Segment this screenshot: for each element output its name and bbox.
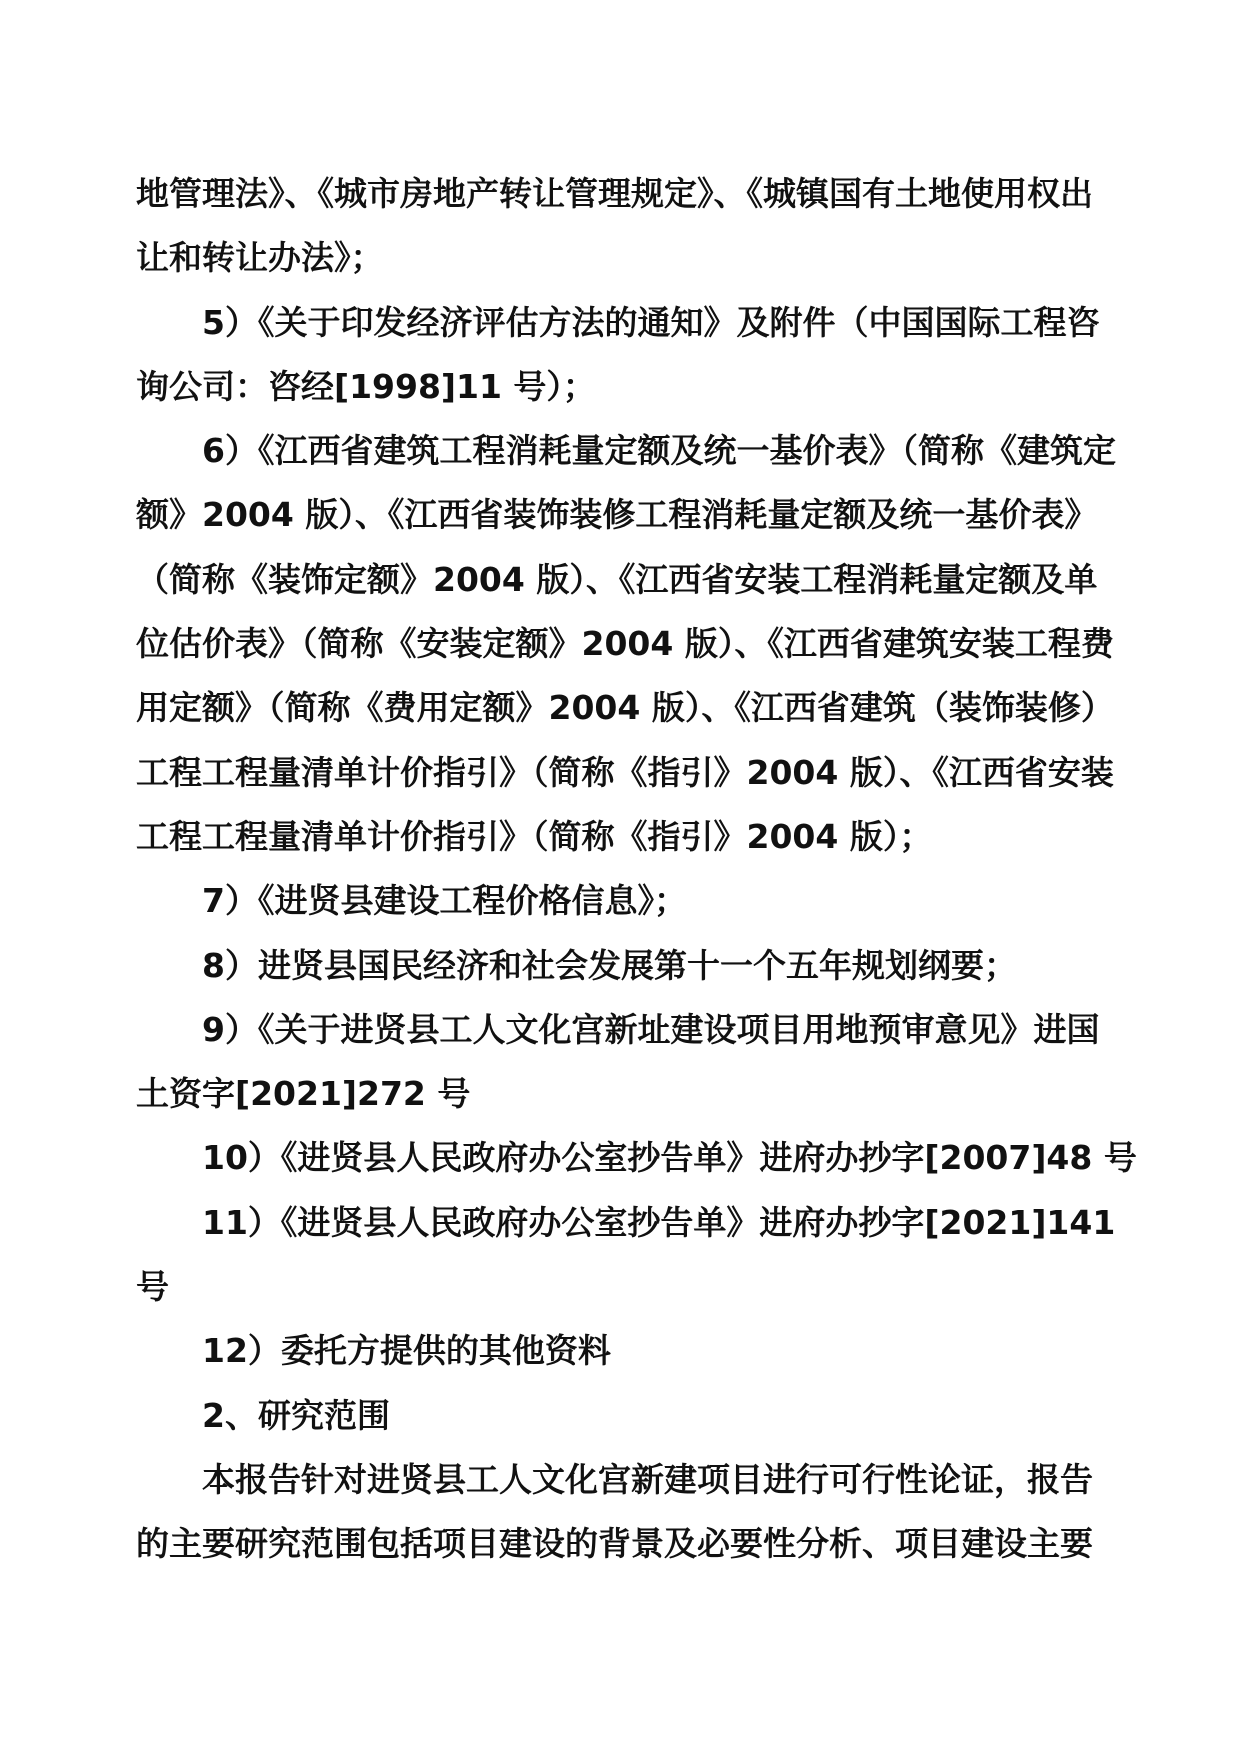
text-line: 10）《进贤县人民政府办公室抄告单》进府办抄字[2007]48 号 (202, 1138, 1137, 1178)
text-line: 地管理法》、《城市房地产转让管理规定》、《城镇国有土地使用权出 (136, 174, 1093, 213)
text-line: 用定额》（简称《费用定额》2004 版）、《江西省建筑（装饰装修） (136, 688, 1114, 728)
text-line: （简称《装饰定额》2004 版）、《江西省安装工程消耗量定额及单 (136, 559, 1098, 599)
text-line: 号 (136, 1267, 169, 1307)
text-line: 询公司：咨经[1998]11 号）； (136, 366, 596, 406)
text-line: 工程工程量清单计价指引》（简称《指引》2004 版）； (136, 816, 933, 856)
paragraph (136, 1191, 1116, 1320)
text-line: 9）《关于进贤县工人文化宫新址建设项目用地预审意见》进国 (202, 1009, 1100, 1049)
paragraph (136, 934, 1106, 998)
text-line: 让和转让办法》； (136, 238, 384, 278)
text-line: 5）《关于印发经济评估方法的通知》及附件（中国国际工程咨 (202, 302, 1100, 342)
paragraph (136, 869, 1106, 933)
paragraph (136, 998, 1106, 1127)
paragraph (136, 1319, 1106, 1383)
text-line: 11）《进贤县人民政府办公室抄告单》进府办抄字[2021]141 (202, 1202, 1116, 1242)
text-line: 8）进贤县国民经济和社会发展第十一个五年规划纲要； (202, 945, 1017, 985)
paragraph (136, 1448, 1106, 1577)
text-line: 7）《进贤县建设工程价格信息》； (202, 881, 687, 921)
body-text (136, 162, 1137, 1577)
text-line: 本报告针对进贤县工人文化宫新建项目进行可行性论证，报告 (202, 1459, 1093, 1499)
text-line: 2、研究范围 (202, 1395, 390, 1435)
text-line: 的主要研究范围包括项目建设的背景及必要性分析、项目建设主要 (136, 1524, 1093, 1564)
text-line: 土资字[2021]272 号 (136, 1074, 471, 1114)
text-line: 6）《江西省建筑工程消耗量定额及统一基价表》（简称《建筑定 (202, 431, 1116, 471)
text-line: 额》2004 版）、《江西省装饰装修工程消耗量定额及统一基价表》 (136, 495, 1098, 535)
paragraph (136, 1384, 1106, 1448)
paragraph (136, 162, 1106, 291)
text-line: 12）委托方提供的其他资料 (202, 1331, 611, 1371)
paragraph (136, 419, 1116, 869)
text-line: 工程工程量清单计价指引》（简称《指引》2004 版）、《江西省安装 (136, 752, 1114, 792)
text-line: 位估价表》（简称《安装定额》2004 版）、《江西省建筑安装工程费 (136, 624, 1114, 664)
paragraph (136, 1126, 1137, 1190)
paragraph (136, 291, 1106, 420)
